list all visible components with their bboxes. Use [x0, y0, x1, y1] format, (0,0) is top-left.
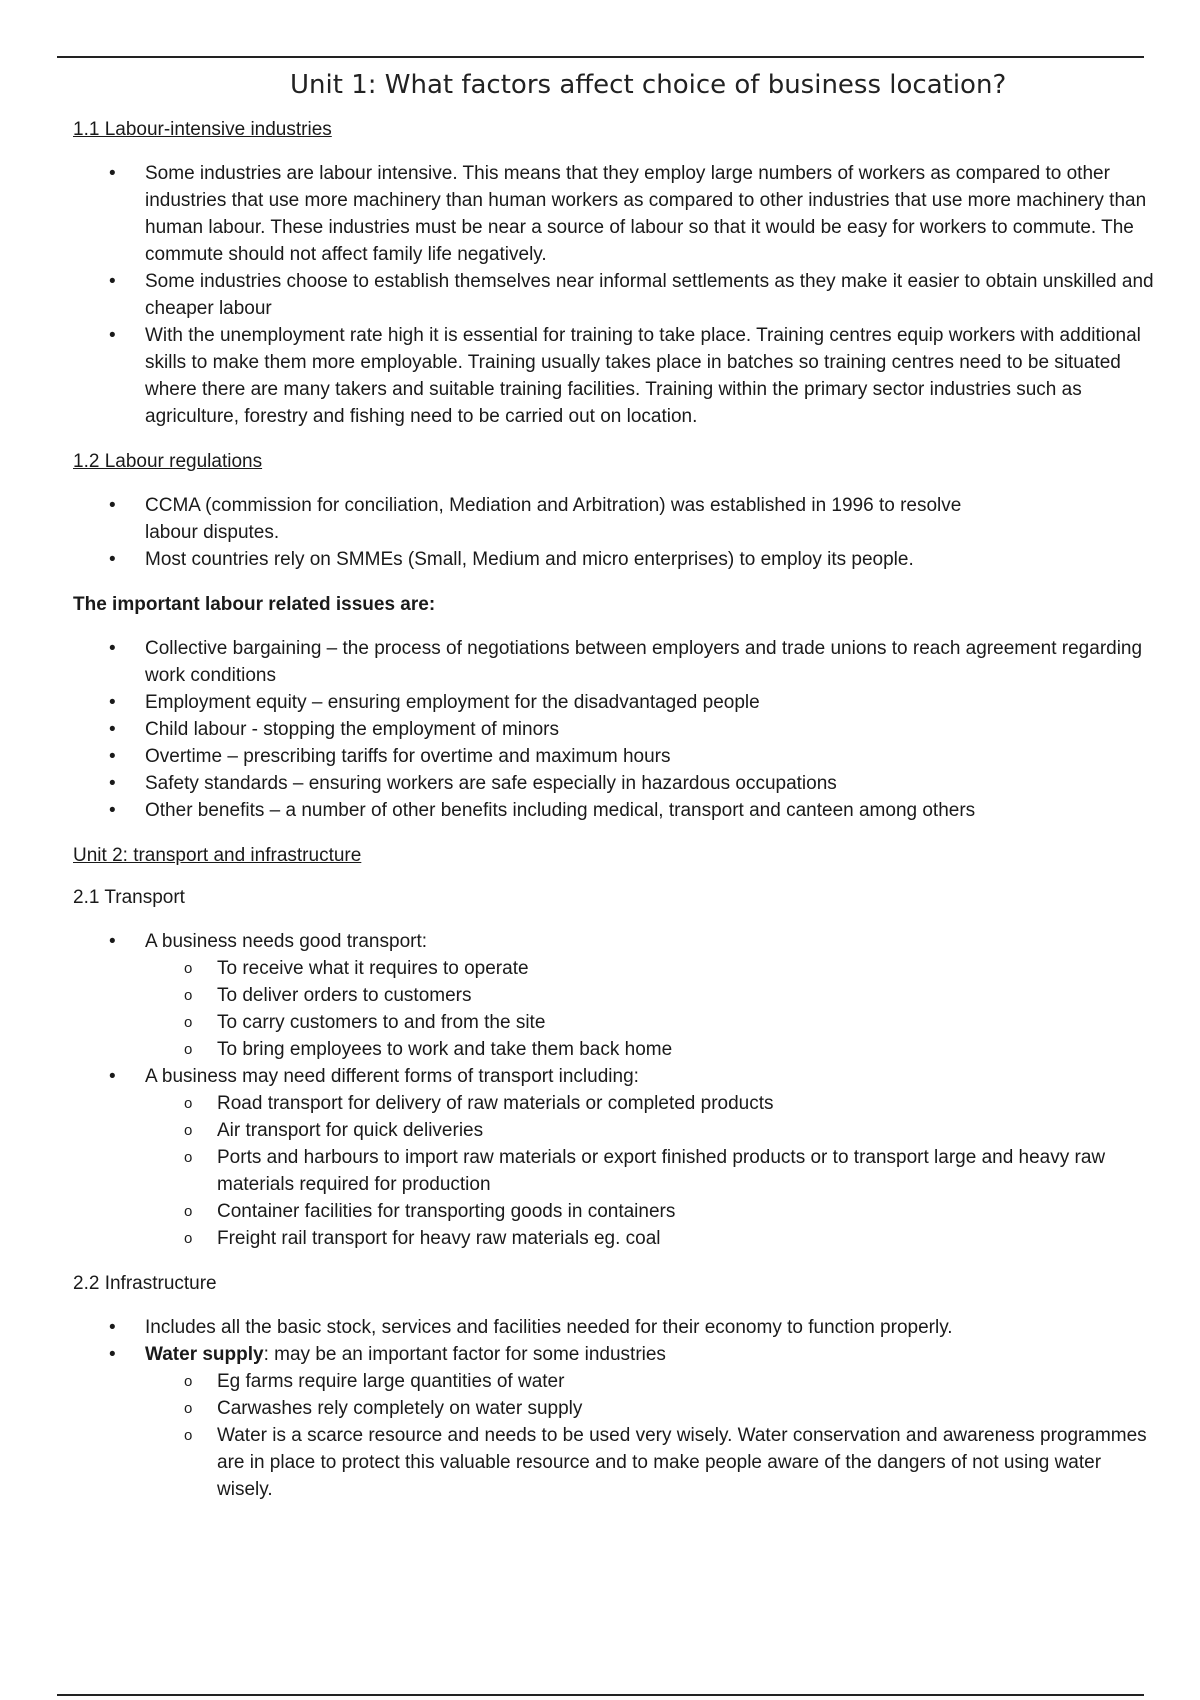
transport-needs-sublist [145, 955, 1158, 1063]
sub-list-item: o Freight rail transport for heavy raw materials eg. coal [145, 1225, 1158, 1252]
top-rule [57, 56, 1144, 58]
labour-intensive-list [73, 160, 1158, 430]
labour-issues-list [73, 635, 1158, 824]
list-item: • Some industries are labour intensive. This means that they employ large numbers of workers as compared to other industries that use more machinery than human workers as compared to other industries that use more machinery than human labour. These industries must be near a source of labour so that it would be easy for workers to commute. The commute should not affect family life negatively. [73, 160, 1158, 268]
transport-list [73, 928, 1158, 1252]
list-item: • Some industries choose to establish themselves near informal settlements as they make it easier to obtain unskilled and cheaper labour [73, 268, 1158, 322]
water-supply-sublist [145, 1368, 1158, 1503]
sub-list-item: o Water is a scarce resource and needs to be used very wisely. Water conservation and awareness programmes are in place to protect this valuable resource and to make people aware of the dangers of not using water wisely. [145, 1422, 1158, 1503]
labour-regulations-list [73, 492, 1158, 573]
sub-list-item: o To bring employees to work and take them back home [145, 1036, 1158, 1063]
infrastructure-list [73, 1314, 1158, 1503]
list-item: • Child labour - stopping the employment of minors [73, 716, 1158, 743]
list-item [73, 1063, 1158, 1252]
list-item: • CCMA (commission for conciliation, Mediation and Arbitration) was established in 1996 to resolve labour disputes. [73, 492, 1158, 546]
list-item [73, 1341, 1158, 1503]
sub-list-item: o To carry customers to and from the site [145, 1009, 1158, 1036]
section-heading-2-1: 2.1 Transport [73, 887, 185, 908]
sub-list-item: o Carwashes rely completely on water supply [145, 1395, 1158, 1422]
sub-list-item: o Eg farms require large quantities of water [145, 1368, 1158, 1395]
sub-list-item: o Ports and harbours to import raw materials or export finished products or to transport large and heavy raw materials required for production [145, 1144, 1158, 1198]
list-item: • Most countries rely on SMMEs (Small, Medium and micro enterprises) to employ its people. [73, 546, 1158, 573]
sub-list-item: o Air transport for quick deliveries [145, 1117, 1158, 1144]
list-item-text: A business needs good transport: [145, 931, 428, 952]
list-item-text: : may be an important factor for some industries [263, 1344, 666, 1365]
list-item: • With the unemployment rate high it is essential for training to take place. Training centres equip workers with additional skills to make them more employable. Training usually takes place in batches so training centres need to be situated where there are many takers and suitable training facilities. Training within the primary sector industries such as agriculture, forestry and fishing need to be carried out on location. [73, 322, 1158, 430]
bottom-rule [57, 1694, 1144, 1696]
list-item: • Overtime – prescribing tariffs for overtime and maximum hours [73, 743, 1158, 770]
transport-forms-sublist [145, 1090, 1158, 1252]
section-heading-2-2: 2.2 Infrastructure [73, 1273, 217, 1294]
sub-list-item: o Road transport for delivery of raw materials or completed products [145, 1090, 1158, 1117]
issues-heading: The important labour related issues are: [73, 594, 436, 615]
list-item-text: A business may need different forms of transport including: [145, 1066, 639, 1087]
unit-2-heading: Unit 2: transport and infrastructure [73, 845, 362, 866]
list-item: • Other benefits – a number of other benefits including medical, transport and canteen among others [73, 797, 1158, 824]
list-item: • Employment equity – ensuring employment for the disadvantaged people [73, 689, 1158, 716]
sub-list-item: o To receive what it requires to operate [145, 955, 1158, 982]
sub-list-item: o To deliver orders to customers [145, 982, 1158, 1009]
list-item: • Safety standards – ensuring workers are safe especially in hazardous occupations [73, 770, 1158, 797]
list-item: • Includes all the basic stock, services and facilities needed for their economy to function properly. [73, 1314, 1158, 1341]
sub-list-item: o Container facilities for transporting goods in containers [145, 1198, 1158, 1225]
document-body [73, 62, 1158, 1523]
list-item [73, 928, 1158, 1063]
section-heading-1-1: 1.1 Labour-intensive industries [73, 119, 332, 140]
page-title: Unit 1: What factors affect choice of business location? [290, 70, 1007, 100]
list-item: • Collective bargaining – the process of negotiations between employers and trade unions to reach agreement regarding work conditions [73, 635, 1158, 689]
section-heading-1-2: 1.2 Labour regulations [73, 451, 263, 472]
water-supply-label: Water supply [145, 1344, 264, 1365]
